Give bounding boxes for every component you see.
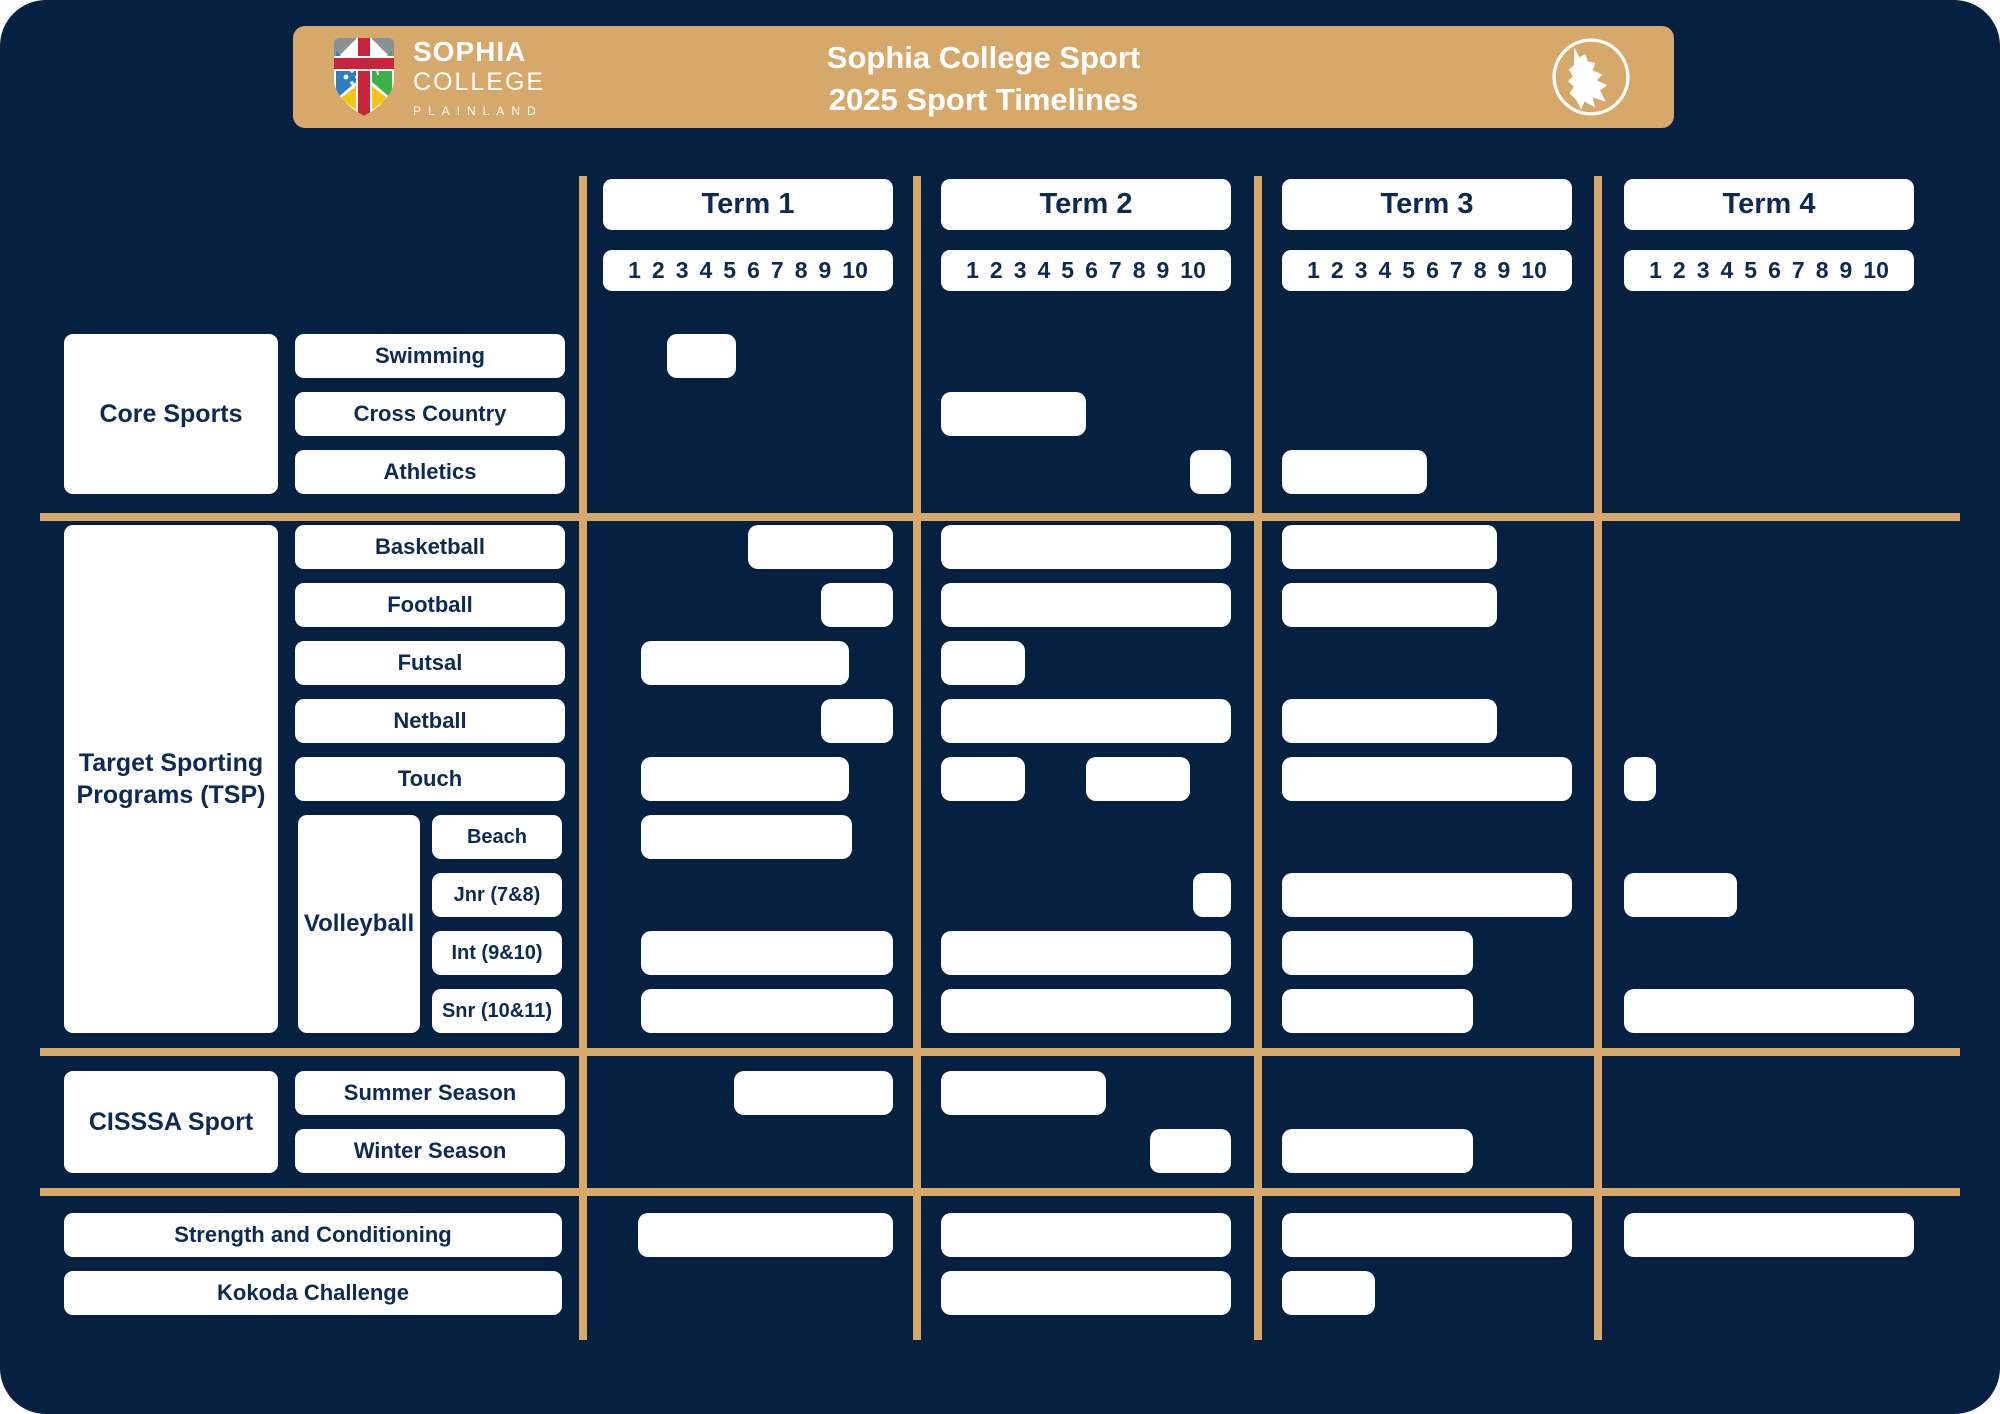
row-label: Beach xyxy=(432,815,562,859)
timeline-bar xyxy=(1624,1213,1914,1257)
week-number: 9 xyxy=(1156,257,1170,283)
week-number: 4 xyxy=(1720,257,1734,283)
timeline-bar xyxy=(1282,1271,1375,1315)
week-number: 8 xyxy=(1815,257,1829,283)
week-number: 2 xyxy=(651,257,665,283)
week-number: 4 xyxy=(1378,257,1392,283)
term-header: Term 2 xyxy=(941,179,1231,230)
banner xyxy=(293,26,1674,128)
row-label: Jnr (7&8) xyxy=(432,873,562,917)
timeline-bar xyxy=(667,334,737,378)
term-weeks-strip xyxy=(1282,250,1572,291)
timeline-bar xyxy=(1086,757,1190,801)
timeline-bar xyxy=(1624,757,1656,801)
term-column-line xyxy=(1594,176,1602,1340)
week-number: 1 xyxy=(966,257,979,283)
title-line-2: 2025 Sport Timelines xyxy=(828,82,1139,117)
timeline-bar xyxy=(1190,450,1231,494)
timeline-bar xyxy=(1150,1129,1231,1173)
timeline-bar xyxy=(821,583,894,627)
row-label: Kokoda Challenge xyxy=(64,1271,562,1315)
timeline-bar xyxy=(821,699,894,743)
timeline-bar xyxy=(748,525,893,569)
week-number: 10 xyxy=(1863,257,1889,283)
term-header: Term 3 xyxy=(1282,179,1572,230)
timeline-bar xyxy=(641,931,893,975)
timeline-bar xyxy=(1282,583,1497,627)
term-weeks-strip xyxy=(603,250,893,291)
week-number: 7 xyxy=(1449,257,1463,283)
section-divider-line xyxy=(40,513,1960,521)
week-number: 8 xyxy=(794,257,808,283)
timeline-bar xyxy=(1282,450,1427,494)
week-number: 3 xyxy=(1696,257,1710,283)
subgroup-label: Volleyball xyxy=(298,815,420,1033)
group-label: Core Sports xyxy=(64,334,278,494)
week-number: 5 xyxy=(1402,257,1416,283)
week-number: 3 xyxy=(1013,257,1027,283)
row-label: Winter Season xyxy=(295,1129,565,1173)
school-name-block xyxy=(413,35,546,118)
title-line-1: Sophia College Sport xyxy=(826,40,1141,75)
timeline-bar xyxy=(1193,873,1231,917)
section-divider-line xyxy=(40,1188,1960,1196)
timeline-bar xyxy=(734,1071,894,1115)
week-number: 6 xyxy=(1768,257,1781,283)
row-label: Cross Country xyxy=(295,392,565,436)
week-number: 2 xyxy=(989,257,1003,283)
row-label: Summer Season xyxy=(295,1071,565,1115)
timeline-bar xyxy=(941,1213,1231,1257)
term-column-line xyxy=(913,176,921,1340)
week-number: 7 xyxy=(1791,257,1805,283)
timeline-bar xyxy=(941,989,1231,1033)
week-number: 4 xyxy=(699,257,713,283)
term-header: Term 1 xyxy=(603,179,893,230)
timeline-bar xyxy=(641,989,893,1033)
week-number: 1 xyxy=(1307,257,1320,283)
timeline-bar xyxy=(638,1213,893,1257)
group-label: Target Sporting Programs (TSP) xyxy=(64,525,278,1033)
row-label: Int (9&10) xyxy=(432,931,562,975)
howling-wolf-icon xyxy=(1550,36,1632,118)
week-number: 2 xyxy=(1672,257,1686,283)
school-name: SOPHIA xyxy=(413,35,527,67)
school-logo xyxy=(331,34,545,120)
row-label: Snr (10&11) xyxy=(432,989,562,1033)
week-number: 5 xyxy=(723,257,737,283)
week-number: 5 xyxy=(1744,257,1758,283)
term-header: Term 4 xyxy=(1624,179,1914,230)
term-weeks-strip xyxy=(941,250,1231,291)
timeline-bar xyxy=(941,1271,1231,1315)
term-column-line xyxy=(1254,176,1262,1340)
row-label: Athletics xyxy=(295,450,565,494)
week-number: 2 xyxy=(1330,257,1344,283)
timeline-bar xyxy=(1282,699,1497,743)
timeline-bar xyxy=(941,699,1231,743)
timeline-bar xyxy=(1282,989,1473,1033)
row-label: Football xyxy=(295,583,565,627)
week-number: 10 xyxy=(1521,257,1547,283)
week-number: 1 xyxy=(628,257,641,283)
row-label: Futsal xyxy=(295,641,565,685)
timeline-bar xyxy=(941,583,1231,627)
school-name-sub: COLLEGE xyxy=(413,67,546,96)
timeline-bar xyxy=(641,641,850,685)
row-label: Basketball xyxy=(295,525,565,569)
week-number: 1 xyxy=(1649,257,1662,283)
timeline-bar xyxy=(1624,989,1914,1033)
week-number: 5 xyxy=(1061,257,1075,283)
timeline-bar xyxy=(1282,1129,1473,1173)
week-number: 9 xyxy=(818,257,832,283)
timeline-bar xyxy=(1282,757,1572,801)
week-number: 8 xyxy=(1473,257,1487,283)
week-number: 6 xyxy=(1085,257,1098,283)
term-weeks-strip xyxy=(1624,250,1914,291)
timeline-bar xyxy=(641,815,853,859)
week-number: 4 xyxy=(1037,257,1051,283)
school-tagline: PLAINLAND xyxy=(413,103,543,118)
wolf-mascot-badge xyxy=(1550,36,1632,118)
timeline-bar xyxy=(1282,931,1473,975)
timeline-bar xyxy=(1624,873,1737,917)
row-label: Touch xyxy=(295,757,565,801)
week-number: 10 xyxy=(842,257,868,283)
timeline-bar xyxy=(941,757,1025,801)
row-label: Netball xyxy=(295,699,565,743)
week-number: 3 xyxy=(675,257,689,283)
timeline-bar xyxy=(941,931,1231,975)
timeline-bar xyxy=(1282,1213,1572,1257)
week-number: 7 xyxy=(770,257,784,283)
section-divider-line xyxy=(40,1048,1960,1056)
group-label: CISSSA Sport xyxy=(64,1071,278,1173)
row-label: Strength and Conditioning xyxy=(64,1213,562,1257)
week-number: 9 xyxy=(1839,257,1853,283)
week-number: 7 xyxy=(1108,257,1122,283)
week-number: 3 xyxy=(1354,257,1368,283)
term-column-line xyxy=(579,176,587,1340)
timeline-bar xyxy=(941,525,1231,569)
timeline-bar xyxy=(1282,525,1497,569)
banner-title xyxy=(827,37,1140,121)
timeline-bar xyxy=(941,641,1025,685)
row-label: Swimming xyxy=(295,334,565,378)
timeline-bar xyxy=(641,757,850,801)
timeline-bar xyxy=(941,392,1086,436)
timeline-bar xyxy=(941,1071,1106,1115)
timeline-bar xyxy=(1282,873,1572,917)
week-number: 8 xyxy=(1132,257,1146,283)
week-number: 6 xyxy=(747,257,760,283)
week-number: 9 xyxy=(1497,257,1511,283)
week-number: 6 xyxy=(1426,257,1439,283)
school-crest-icon xyxy=(331,35,397,119)
week-number: 10 xyxy=(1180,257,1206,283)
